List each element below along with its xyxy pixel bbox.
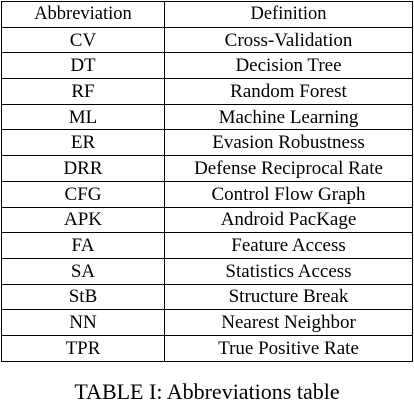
header-abbreviation: Abbreviation: [2, 2, 165, 28]
cell-definition: Control Flow Graph: [165, 181, 413, 207]
cell-definition: Machine Learning: [165, 104, 413, 130]
cell-abbreviation: TPR: [2, 335, 165, 361]
cell-abbreviation: ER: [2, 130, 165, 156]
table-row: [2, 130, 413, 156]
table-row: [2, 181, 413, 207]
cell-abbreviation: FA: [2, 233, 165, 259]
table-row: [2, 27, 413, 53]
table-row: [2, 104, 413, 130]
table-row: [2, 258, 413, 284]
table-row: [2, 156, 413, 182]
cell-abbreviation: SA: [2, 258, 165, 284]
cell-abbreviation: NN: [2, 310, 165, 336]
cell-abbreviation: DT: [2, 53, 165, 79]
cell-abbreviation: DRR: [2, 156, 165, 182]
table-caption: TABLE I: Abbreviations table: [74, 379, 340, 404]
cell-abbreviation: RF: [2, 79, 165, 105]
table-header-row: [2, 2, 413, 28]
cell-abbreviation: CV: [2, 27, 165, 53]
cell-abbreviation: APK: [2, 207, 165, 233]
table-row: [2, 79, 413, 105]
table-body: [2, 27, 413, 361]
cell-definition: Android PacKage: [165, 207, 413, 233]
cell-definition: Feature Access: [165, 233, 413, 259]
cell-abbreviation: ML: [2, 104, 165, 130]
table-row: [2, 233, 413, 259]
abbreviations-table-container: [1, 1, 413, 362]
cell-definition: Nearest Neighbor: [165, 310, 413, 336]
cell-definition: Evasion Robustness: [165, 130, 413, 156]
cell-definition: Decision Tree: [165, 53, 413, 79]
table-row: [2, 53, 413, 79]
cell-definition: True Positive Rate: [165, 335, 413, 361]
cell-definition: Statistics Access: [165, 258, 413, 284]
cell-definition: Random Forest: [165, 79, 413, 105]
cell-definition: Defense Reciprocal Rate: [165, 156, 413, 182]
cell-abbreviation: StB: [2, 284, 165, 310]
abbreviations-table: [1, 1, 413, 362]
cell-definition: Structure Break: [165, 284, 413, 310]
header-definition: Definition: [165, 2, 413, 28]
table-row: [2, 310, 413, 336]
table-row: [2, 284, 413, 310]
table-row: [2, 335, 413, 361]
cell-definition: Cross-Validation: [165, 27, 413, 53]
table-row: [2, 207, 413, 233]
cell-abbreviation: CFG: [2, 181, 165, 207]
